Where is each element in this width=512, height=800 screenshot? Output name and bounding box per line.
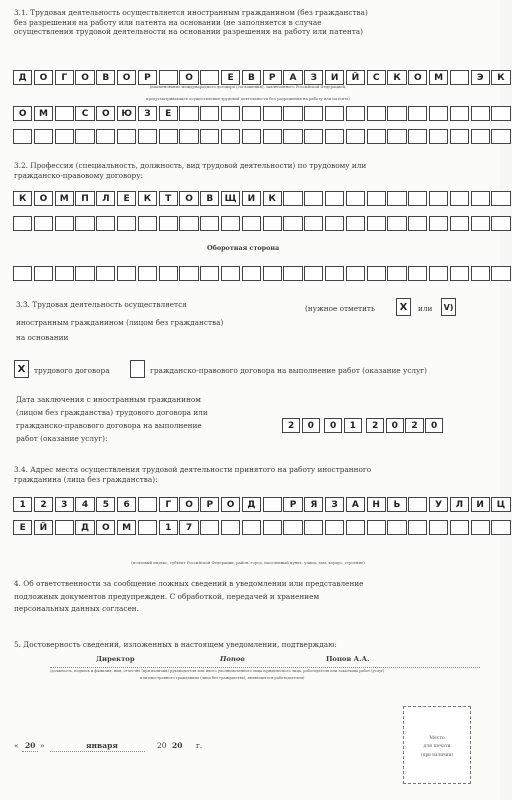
letter-cell[interactable] — [55, 216, 74, 231]
letter-cell[interactable] — [346, 106, 365, 121]
letter-cell[interactable]: 1 — [344, 418, 362, 433]
section-3-4-line2: гражданина (лица без гражданства): — [14, 474, 158, 484]
letter-cell[interactable] — [450, 129, 469, 144]
letter-cell[interactable]: З — [304, 70, 323, 85]
section-3-3-left3: на основании — [16, 333, 69, 342]
letter-cell[interactable]: О — [179, 191, 198, 206]
letter-cell[interactable]: 6 — [117, 497, 136, 512]
letter-cell[interactable] — [200, 70, 219, 85]
letter-cell[interactable] — [283, 106, 302, 121]
letter-cell[interactable] — [34, 266, 53, 281]
letter-cell[interactable] — [491, 216, 510, 231]
section-3-1-caption2: предусматривающее осуществление трудовой деятельности без разрешения на работу или патента) — [146, 96, 350, 101]
letter-cell[interactable] — [159, 70, 178, 85]
letter-cell[interactable]: З — [138, 106, 157, 121]
letter-cell[interactable] — [221, 520, 240, 535]
letter-cell[interactable]: Р — [200, 497, 219, 512]
letter-cell[interactable] — [408, 266, 427, 281]
civil-contract-checkbox[interactable] — [130, 360, 145, 378]
section-3-2-line1: 3.2. Профессия (специальность, должность, вид трудовой деятельности) по трудовому или — [14, 161, 367, 170]
letter-cell[interactable]: У — [429, 497, 448, 512]
letter-cell[interactable] — [283, 266, 302, 281]
section-3-1-line2: без разрешения на работу или патента на основании (не заполняется в случае — [14, 17, 322, 27]
signatory-signature: Попов — [220, 655, 245, 663]
letter-cell[interactable] — [283, 191, 302, 206]
reverse-side-label: Оборотная сторона — [207, 244, 280, 252]
letter-cell[interactable] — [263, 129, 282, 144]
letter-cell[interactable]: 7 — [179, 520, 198, 535]
letter-cell[interactable] — [55, 266, 74, 281]
employment-contract-checkbox[interactable]: X — [14, 360, 29, 378]
letter-cell[interactable] — [367, 106, 386, 121]
letter-cell[interactable]: Й — [34, 520, 53, 535]
letter-cell[interactable]: Я — [304, 497, 323, 512]
letter-cell[interactable]: Н — [367, 497, 386, 512]
letter-cell[interactable] — [408, 520, 427, 535]
civil-contract-label: гражданско-правового договора на выполнение работ (оказание услуг) — [150, 366, 428, 375]
letter-cell[interactable]: М — [117, 520, 136, 535]
letter-cell[interactable]: О — [179, 70, 198, 85]
letter-cell[interactable] — [200, 106, 219, 121]
letter-cell[interactable] — [450, 520, 469, 535]
letter-cell[interactable] — [200, 266, 219, 281]
section-3-1-line1: 3.1. Трудовая деятельность осуществляется иностранным гражданином (без гражданства) — [14, 8, 368, 17]
section-4-line2: подложных документов предупрежден. С обработкой, передачей и хранением — [14, 591, 320, 601]
letter-cell[interactable] — [283, 129, 302, 144]
letter-cell[interactable]: Р — [138, 70, 157, 85]
section-3-1-row3 — [13, 129, 512, 144]
letter-cell[interactable] — [221, 129, 240, 144]
letter-cell[interactable] — [138, 216, 157, 231]
letter-cell[interactable] — [159, 216, 178, 231]
contract-date-label — [16, 393, 208, 445]
letter-cell[interactable]: С — [75, 106, 94, 121]
letter-cell[interactable] — [408, 106, 427, 121]
letter-cell[interactable]: Э — [471, 70, 490, 85]
letter-cell[interactable] — [200, 216, 219, 231]
letter-cell[interactable]: Е — [159, 106, 178, 121]
letter-cell[interactable] — [55, 106, 74, 121]
letter-cell[interactable]: Р — [283, 497, 302, 512]
section-5-caption1: (должность, подпись и фамилия, имя, отчество (при наличии) руководителя или иного уполномоченного лица юридического лица, работодателя или заказчика работ (услуг) — [50, 669, 385, 673]
letter-cell[interactable] — [221, 216, 240, 231]
letter-cell[interactable]: 0 — [386, 418, 404, 433]
letter-cell[interactable] — [346, 216, 365, 231]
section-3-4-line1: 3.4. Адрес места осуществления трудовой деятельности принятого на работу иностранного — [14, 465, 372, 474]
letter-cell[interactable] — [304, 520, 323, 535]
letter-cell[interactable] — [325, 520, 344, 535]
letter-cell[interactable] — [471, 216, 490, 231]
letter-cell[interactable]: Г — [55, 70, 74, 85]
letter-cell[interactable] — [471, 106, 490, 121]
letter-cell[interactable]: С — [367, 70, 386, 85]
letter-cell[interactable]: Д — [242, 497, 261, 512]
letter-cell[interactable] — [387, 106, 406, 121]
year-suffix: г. — [196, 741, 203, 750]
letter-cell[interactable] — [263, 216, 282, 231]
letter-cell[interactable] — [429, 216, 448, 231]
signing-day: 20 — [25, 741, 36, 750]
letter-cell[interactable] — [471, 266, 490, 281]
letter-cell[interactable]: М — [34, 106, 53, 121]
letter-cell[interactable] — [387, 191, 406, 206]
letter-cell[interactable]: Л — [96, 191, 115, 206]
letter-cell[interactable]: П — [75, 191, 94, 206]
day-underline — [22, 751, 38, 752]
letter-cell[interactable] — [450, 106, 469, 121]
section-3-4-text — [14, 465, 484, 484]
letter-cell[interactable] — [367, 520, 386, 535]
letter-cell[interactable] — [75, 216, 94, 231]
letter-cell[interactable]: 1 — [159, 520, 178, 535]
letter-cell[interactable]: 1 — [13, 497, 32, 512]
letter-cell[interactable] — [325, 129, 344, 144]
contract-date-label-line1: Дата заключения с иностранным гражданином — [16, 395, 201, 404]
letter-cell[interactable] — [242, 266, 261, 281]
letter-cell[interactable]: О — [75, 70, 94, 85]
letter-cell[interactable]: И — [242, 191, 261, 206]
date-quote-close: » — [40, 741, 45, 750]
section-3-1-text — [14, 8, 484, 37]
letter-cell[interactable] — [367, 216, 386, 231]
letter-cell[interactable] — [283, 520, 302, 535]
letter-cell[interactable] — [367, 266, 386, 281]
address-caption: (почтовый индекс, субъект Российской Федерации, район, город, населенный пункт, улица, дом, корпус, строение) — [131, 560, 365, 565]
letter-cell[interactable] — [450, 216, 469, 231]
letter-cell[interactable]: К — [138, 191, 157, 206]
letter-cell[interactable] — [450, 266, 469, 281]
section-3-2-row2 — [13, 216, 512, 231]
letter-cell[interactable]: О — [96, 106, 115, 121]
mark-hint: (нужное отметить — [305, 304, 375, 313]
mark-x-sample: X — [396, 298, 411, 316]
section-3-1-row2 — [13, 106, 512, 121]
letter-cell[interactable] — [34, 216, 53, 231]
address-row2 — [13, 520, 512, 535]
letter-cell[interactable] — [367, 129, 386, 144]
letter-cell[interactable] — [304, 106, 323, 121]
letter-cell[interactable]: В — [200, 191, 219, 206]
letter-cell[interactable] — [471, 191, 490, 206]
section-3-1-line3: осуществления трудовой деятельности на основании разрешения на работу или патента) — [14, 27, 363, 36]
letter-cell[interactable] — [346, 129, 365, 144]
letter-cell[interactable]: О — [117, 70, 136, 85]
stamp-placeholder — [403, 706, 471, 784]
section-4-text — [14, 578, 484, 616]
letter-cell[interactable] — [325, 266, 344, 281]
letter-cell[interactable] — [471, 129, 490, 144]
letter-cell[interactable]: К — [491, 70, 510, 85]
section-3-3-left2: иностранным гражданином (лицом без гражданства) — [16, 318, 224, 327]
letter-cell[interactable] — [55, 129, 74, 144]
section-5-line1: 5. Достоверность сведений, изложенных в настоящем уведомлении, подтверждаю: — [14, 640, 337, 649]
letter-cell[interactable]: О — [96, 520, 115, 535]
letter-cell[interactable]: К — [387, 70, 406, 85]
letter-cell[interactable]: 3 — [55, 497, 74, 512]
letter-cell[interactable] — [429, 106, 448, 121]
letter-cell[interactable] — [242, 216, 261, 231]
letter-cell[interactable] — [387, 266, 406, 281]
letter-cell[interactable] — [325, 191, 344, 206]
letter-cell[interactable]: О — [34, 70, 53, 85]
stamp-line1: Место — [429, 736, 445, 741]
letter-cell[interactable]: В — [96, 70, 115, 85]
letter-cell[interactable] — [96, 129, 115, 144]
letter-cell[interactable]: О — [34, 191, 53, 206]
letter-cell[interactable] — [242, 129, 261, 144]
letter-cell[interactable] — [283, 216, 302, 231]
letter-cell[interactable] — [263, 106, 282, 121]
letter-cell[interactable] — [138, 520, 157, 535]
section-3-2-line2: гражданско-правовому договору: — [14, 170, 143, 180]
letter-cell[interactable]: 2 — [366, 418, 384, 433]
letter-cell[interactable]: 0 — [302, 418, 320, 433]
contract-date-year — [366, 418, 445, 433]
letter-cell[interactable]: Ю — [117, 106, 136, 121]
letter-cell[interactable] — [263, 497, 282, 512]
letter-cell[interactable]: О — [408, 70, 427, 85]
letter-cell[interactable]: В — [242, 70, 261, 85]
letter-cell[interactable] — [13, 129, 32, 144]
employment-contract-label: трудового договора — [34, 366, 110, 375]
letter-cell[interactable] — [75, 129, 94, 144]
letter-cell[interactable]: Е — [221, 70, 240, 85]
letter-cell[interactable]: О — [13, 106, 32, 121]
letter-cell[interactable] — [242, 106, 261, 121]
letter-cell[interactable]: 0 — [425, 418, 443, 433]
letter-cell[interactable] — [325, 216, 344, 231]
letter-cell[interactable]: 2 — [405, 418, 423, 433]
letter-cell[interactable] — [304, 191, 323, 206]
letter-cell[interactable]: И — [471, 497, 490, 512]
letter-cell[interactable] — [200, 520, 219, 535]
letter-cell[interactable] — [491, 520, 510, 535]
letter-cell[interactable] — [55, 520, 74, 535]
letter-cell[interactable] — [159, 266, 178, 281]
letter-cell[interactable]: Д — [13, 70, 32, 85]
letter-cell[interactable] — [242, 520, 261, 535]
letter-cell[interactable] — [179, 266, 198, 281]
letter-cell[interactable]: Р — [263, 70, 282, 85]
letter-cell[interactable] — [138, 129, 157, 144]
letter-cell[interactable]: Д — [75, 520, 94, 535]
letter-cell[interactable] — [387, 520, 406, 535]
letter-cell[interactable] — [96, 266, 115, 281]
letter-cell[interactable]: 2 — [34, 497, 53, 512]
letter-cell[interactable] — [491, 191, 510, 206]
letter-cell[interactable] — [346, 266, 365, 281]
letter-cell[interactable] — [304, 266, 323, 281]
letter-cell[interactable]: 4 — [75, 497, 94, 512]
contract-date-month — [324, 418, 363, 433]
letter-cell[interactable]: 5 — [96, 497, 115, 512]
section-5-caption2: или иностранного гражданина (лица без гражданства), являющегося работодателем) — [140, 676, 305, 680]
signature-rule — [50, 667, 480, 668]
letter-cell[interactable] — [96, 216, 115, 231]
letter-cell[interactable] — [117, 216, 136, 231]
letter-cell[interactable]: Г — [159, 497, 178, 512]
letter-cell[interactable] — [75, 266, 94, 281]
letter-cell[interactable] — [263, 520, 282, 535]
letter-cell[interactable] — [429, 191, 448, 206]
address-row1 — [13, 497, 512, 512]
letter-cell[interactable] — [429, 520, 448, 535]
letter-cell[interactable] — [367, 191, 386, 206]
letter-cell[interactable]: О — [179, 497, 198, 512]
letter-cell[interactable]: К — [263, 191, 282, 206]
letter-cell[interactable] — [387, 129, 406, 144]
contract-date-label-line2: (лицом без гражданства) трудового договора или — [16, 408, 208, 417]
letter-cell[interactable] — [117, 266, 136, 281]
letter-cell[interactable]: Й — [346, 70, 365, 85]
letter-cell[interactable] — [450, 191, 469, 206]
letter-cell[interactable] — [179, 216, 198, 231]
letter-cell[interactable] — [263, 266, 282, 281]
letter-cell[interactable]: М — [55, 191, 74, 206]
letter-cell[interactable]: А — [346, 497, 365, 512]
letter-cell[interactable] — [159, 129, 178, 144]
letter-cell[interactable] — [13, 266, 32, 281]
letter-cell[interactable] — [450, 70, 469, 85]
letter-cell[interactable] — [491, 106, 510, 121]
letter-cell[interactable]: К — [13, 191, 32, 206]
contract-date-label-line4: работ (оказание услуг): — [16, 434, 108, 443]
section-3-1-caption1: (наименование международного договора (соглашения), заключенного Российской Федерацией, — [149, 84, 347, 89]
letter-cell[interactable] — [138, 266, 157, 281]
letter-cell[interactable] — [491, 266, 510, 281]
letter-cell[interactable] — [346, 520, 365, 535]
stamp-line3: (при наличии) — [421, 752, 453, 757]
signatory-position: Директор — [96, 655, 135, 663]
signatory-name: Попов А.А. — [326, 655, 370, 663]
contract-date-label-line3: гражданско-правового договора на выполнение — [16, 421, 202, 430]
letter-cell[interactable] — [13, 216, 32, 231]
section-4-line3: персональных данных согласен. — [14, 604, 139, 613]
letter-cell[interactable] — [471, 520, 490, 535]
letter-cell[interactable] — [200, 129, 219, 144]
letter-cell[interactable] — [387, 216, 406, 231]
letter-cell[interactable] — [346, 191, 365, 206]
letter-cell[interactable] — [179, 129, 198, 144]
mark-v-sample: V) — [441, 298, 456, 316]
section-3-2-row1 — [13, 191, 512, 206]
letter-cell[interactable] — [179, 106, 198, 121]
letter-cell[interactable] — [429, 129, 448, 144]
letter-cell[interactable]: Щ — [221, 191, 240, 206]
year-prefix: 20 — [157, 741, 167, 750]
letter-cell[interactable] — [429, 266, 448, 281]
section-3-2-text — [14, 161, 484, 180]
letter-cell[interactable]: Л — [450, 497, 469, 512]
letter-cell[interactable] — [221, 266, 240, 281]
section-3-2-row3 — [13, 266, 512, 281]
letter-cell[interactable] — [304, 129, 323, 144]
section-3-3-left1: 3.3. Трудовая деятельность осуществляется — [16, 300, 187, 309]
letter-cell[interactable] — [117, 129, 136, 144]
signing-year: 20 — [172, 741, 183, 750]
date-quote-open: « — [14, 741, 19, 750]
section-4-line1: 4. Об ответственности за сообщение ложных сведений в уведомлении или представление — [14, 579, 364, 588]
letter-cell[interactable] — [325, 106, 344, 121]
letter-cell[interactable]: Ц — [491, 497, 510, 512]
letter-cell[interactable] — [408, 497, 427, 512]
letter-cell[interactable]: А — [283, 70, 302, 85]
letter-cell[interactable] — [491, 129, 510, 144]
letter-cell[interactable]: М — [429, 70, 448, 85]
letter-cell[interactable]: З — [325, 497, 344, 512]
letter-cell[interactable]: И — [325, 70, 344, 85]
letter-cell[interactable]: Ь — [387, 497, 406, 512]
letter-cell[interactable] — [408, 191, 427, 206]
letter-cell[interactable] — [34, 129, 53, 144]
letter-cell[interactable]: Т — [159, 191, 178, 206]
letter-cell[interactable]: 0 — [324, 418, 342, 433]
letter-cell[interactable] — [408, 129, 427, 144]
letter-cell[interactable]: 2 — [282, 418, 300, 433]
stamp-line2: для печати — [423, 744, 451, 749]
letter-cell[interactable] — [221, 106, 240, 121]
month-underline — [50, 751, 145, 752]
section-3-1-row1 — [13, 70, 512, 85]
letter-cell[interactable]: Е — [13, 520, 32, 535]
signing-month: января — [86, 741, 118, 750]
letter-cell[interactable] — [304, 216, 323, 231]
letter-cell[interactable] — [408, 216, 427, 231]
mark-or: или — [418, 304, 433, 313]
contract-date-day — [282, 418, 321, 433]
letter-cell[interactable]: О — [221, 497, 240, 512]
letter-cell[interactable]: Е — [117, 191, 136, 206]
letter-cell[interactable] — [138, 497, 157, 512]
